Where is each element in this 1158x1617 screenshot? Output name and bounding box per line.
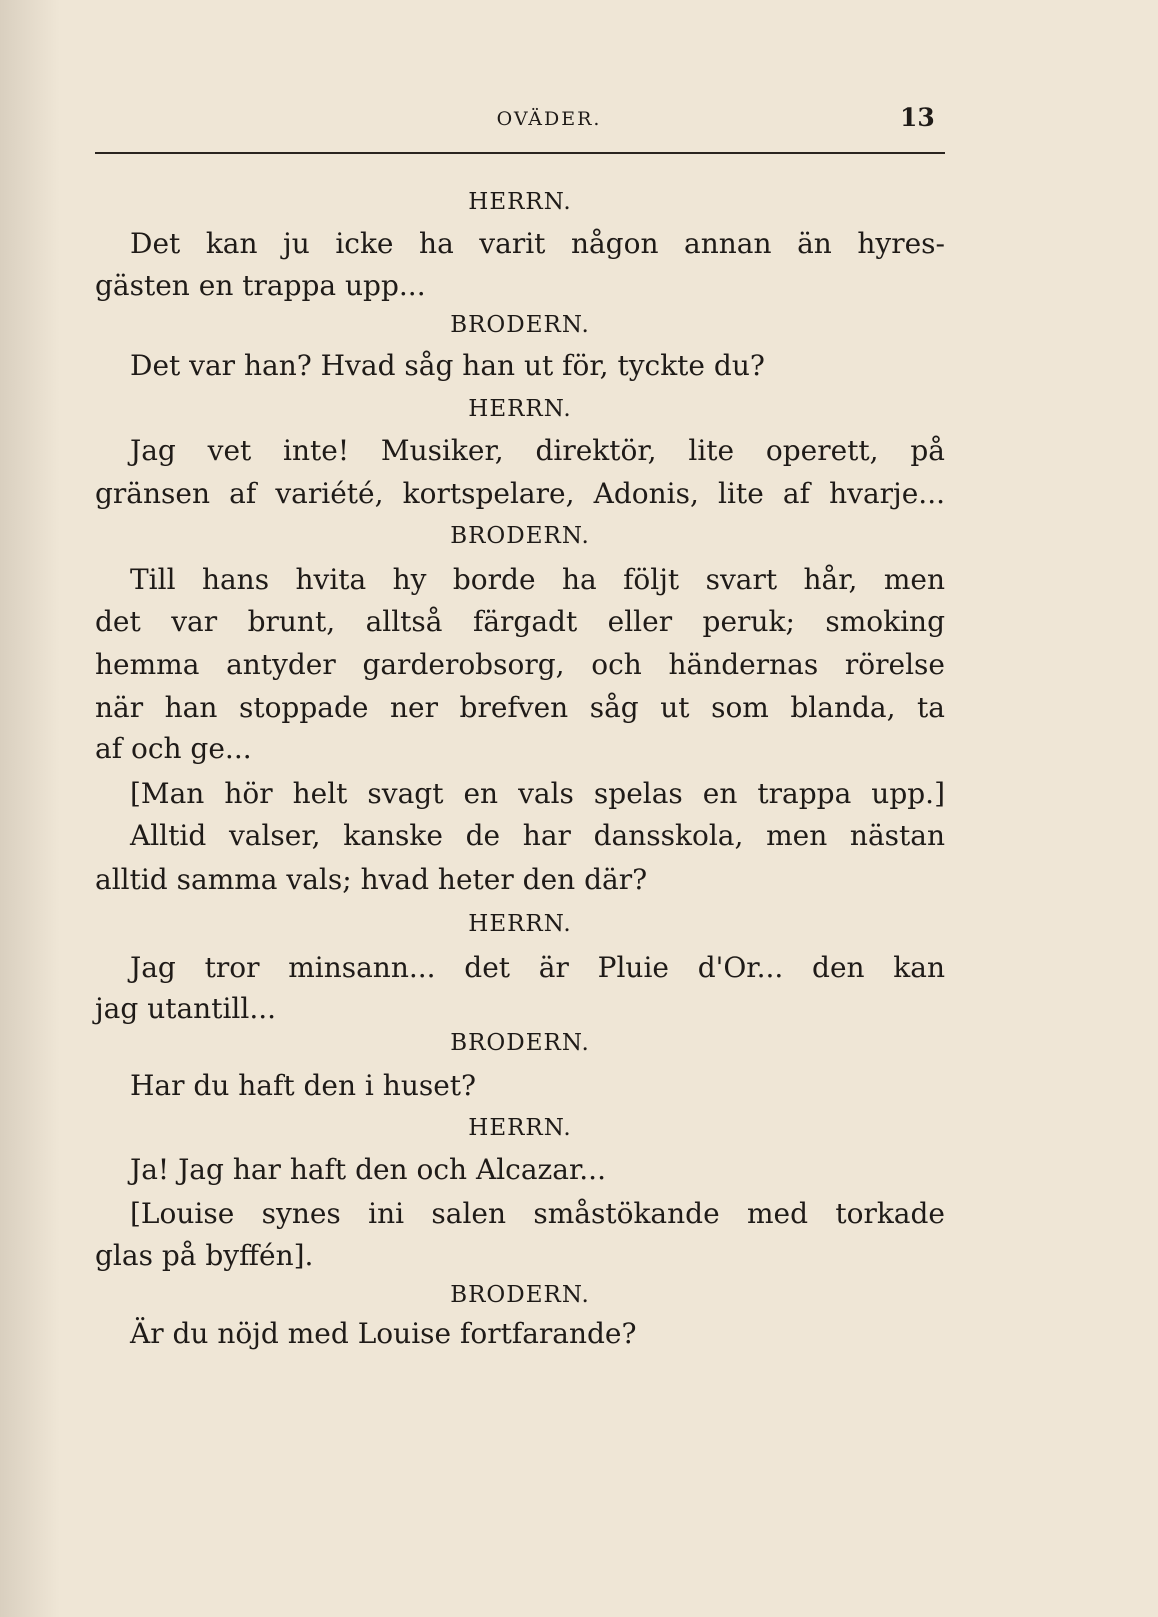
dialogue-line: Alltid valser, kanske de har dansskola, men nästan [130, 819, 945, 852]
page-number: 13 [900, 103, 935, 132]
header-rule [95, 152, 945, 154]
speaker-name: BRODERN. [450, 1282, 590, 1308]
dialogue-line: gästen en trappa upp... [95, 269, 426, 302]
dialogue-line: Ja! Jag har haft den och Alcazar... [130, 1153, 606, 1186]
speaker-name: BRODERN. [450, 1030, 590, 1056]
speaker-name: HERRN. [468, 911, 572, 937]
speaker-name: HERRN. [468, 396, 572, 422]
speaker-name: HERRN. [468, 189, 572, 215]
page-shadow [0, 0, 60, 1617]
dialogue-line: jag utantill... [95, 992, 277, 1025]
dialogue-line: det var brunt, alltså färgadt eller peruk; smoking [95, 605, 945, 638]
speaker-name: HERRN. [468, 1115, 572, 1141]
dialogue-line: Till hans hvita hy borde ha följt svart hår, men [130, 563, 945, 596]
dialogue-line: hemma antyder garderobsorg, och händernas rörelse [95, 648, 945, 681]
dialogue-line: när han stoppade ner brefven såg ut som blanda, ta [95, 691, 945, 724]
stage-direction: [Man hör helt svagt en vals spelas en trappa upp.] [130, 777, 945, 810]
dialogue-line: gränsen af variété, kortspelare, Adonis, lite af hvarje... [95, 477, 945, 510]
dialogue-line: Det var han? Hvad såg han ut för, tyckte du? [130, 349, 765, 382]
running-header-title: OVÄDER. [496, 108, 602, 130]
dialogue-line: Har du haft den i huset? [130, 1069, 477, 1102]
dialogue-line: Det kan ju icke ha varit någon annan än hyres- [130, 227, 945, 260]
dialogue-line: Jag tror minsann... det är Pluie d'Or... den kan [130, 951, 945, 984]
dialogue-line: Jag vet inte! Musiker, direktör, lite operett, på [130, 434, 945, 467]
dialogue-line: af och ge... [95, 732, 252, 765]
dialogue-line: Är du nöjd med Louise fortfarande? [130, 1317, 637, 1350]
dialogue-line: alltid samma vals; hvad heter den där? [95, 863, 648, 896]
stage-direction: glas på byffén]. [95, 1239, 314, 1272]
speaker-name: BRODERN. [450, 523, 590, 549]
stage-direction: [Louise synes ini salen småstökande med torkade [130, 1197, 945, 1230]
speaker-name: BRODERN. [450, 312, 590, 338]
